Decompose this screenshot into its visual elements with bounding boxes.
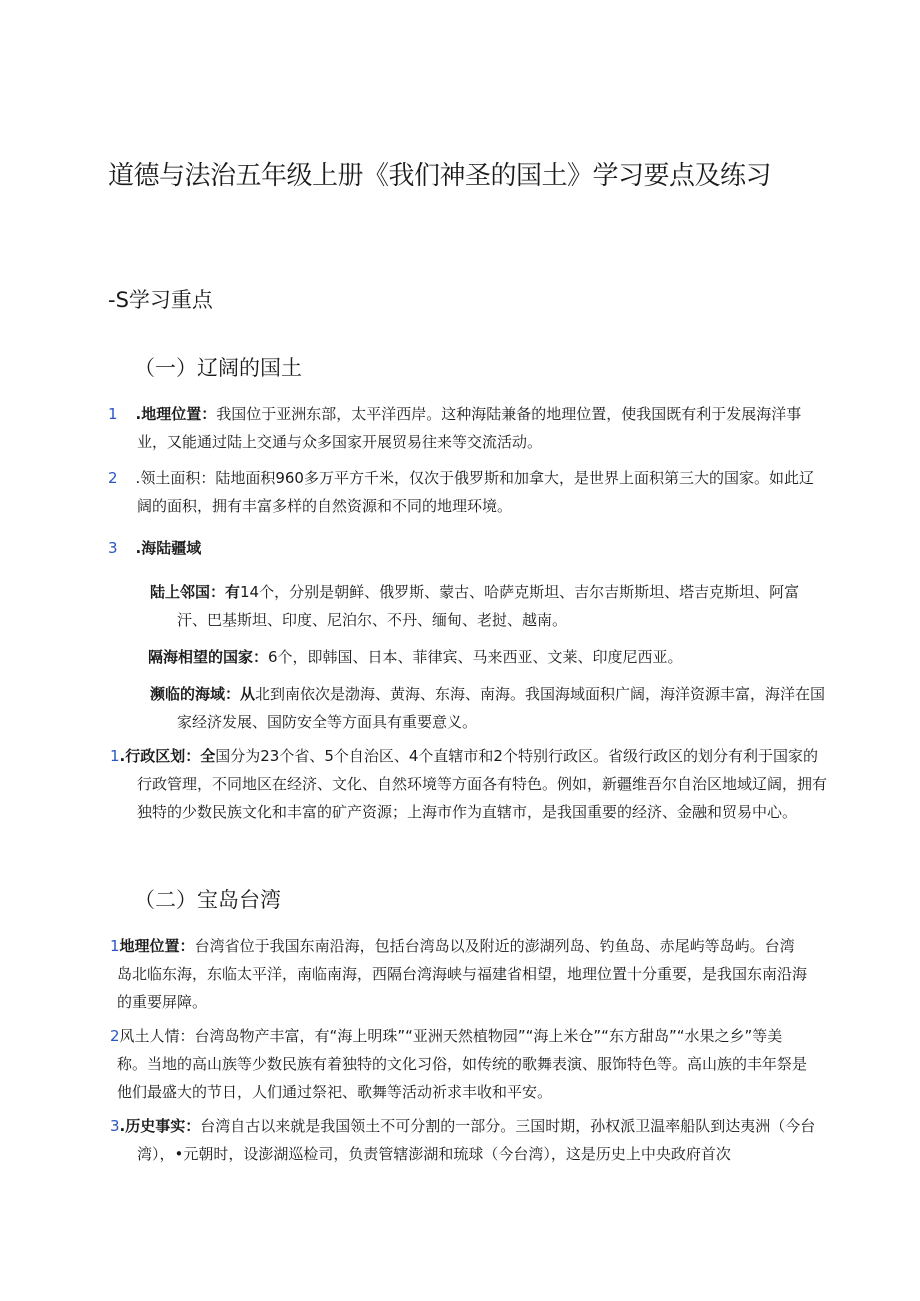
sea-neighbors (148, 643, 802, 671)
list-number: 2 (108, 469, 118, 487)
point-text: 国分为23个省、5个自治区、4个直辖市和2个特别行政区。省级行政区的划分有利于国家的行政管理，不同地区在经济、文化、自然环境等方面各有特色。例如，新疆维吾尔自治区地域辽阔，拥有独特的少数民族文化和丰富的矿产资源；上海市作为直辖市，是我国重要的经济、金融和贸易中心。 (137, 747, 828, 821)
subsection-heading-vast-territory: （一）辽阔的国土 (134, 356, 302, 380)
sea-neighbors-text: 6个，即韩国、日本、菲律宾、马来西亚、文莱、印度尼西亚。 (268, 648, 683, 666)
sea-neighbors-label: 隔海相望的国家： (148, 648, 269, 666)
list-number: 1 (110, 747, 120, 765)
taiwan-location (110, 932, 807, 1016)
list-number: 3 (108, 539, 118, 557)
list-number: 1 (110, 937, 120, 955)
land-neighbors (150, 578, 829, 634)
point-area (108, 464, 827, 520)
point-text: 台湾省位于我国东南沿海，包括台湾岛以及附近的澎湖列岛、钓鱼岛、赤尾屿等岛屿。台湾岛北临东海，东临太平洋，南临南海，西隔台湾海峡与福建省相望，地理位置十分重要，是我国东南沿海的重要屏障。 (117, 937, 808, 1011)
point-text: 领土面积：陆地面积960多万平方千米，仅次于俄罗斯和加拿大，是世界上面积第三大的国家。如此辽阔的面积，拥有丰富多样的自然资源和不同的地理环境。 (137, 469, 814, 515)
point-text: 我国位于亚洲东部，太平洋西岸。这种海陆兼备的地理位置，使我国既有利于发展海洋事业，又能通过陆上交通与众多国家开展贸易往来等交流活动。 (137, 405, 802, 451)
point-label: .行政区划：全 (119, 747, 216, 765)
list-number: 2 (110, 1027, 120, 1045)
bordering-seas-text: 北到南依次是渤海、黄海、东海、南海。我国海域面积广阔，海洋资源丰富，海洋在国家经济发展、国防安全等方面具有重要意义。 (177, 685, 826, 731)
point-location (108, 400, 827, 456)
land-neighbors-label: 陆上邻国：有 (150, 583, 241, 601)
point-label: .地理位置： (135, 405, 217, 423)
document-title: 道德与法治五年级上册《我们神圣的国土》学习要点及练习 (108, 161, 772, 191)
bordering-seas-label: 濒临的海域：从 (150, 685, 256, 703)
subsection-heading-taiwan: （二）宝岛台湾 (134, 888, 281, 912)
point-label: 地理位置： (119, 937, 195, 955)
section-heading-key-points: -S学习重点 (108, 288, 213, 312)
taiwan-customs (110, 1022, 807, 1106)
point-text: 台湾自古以来就是我国领土不可分割的一部分。三国时期，孙权派卫温率船队到达夷洲（今台湾），•元朝时，设澎湖巡检司，负责管辖澎湖和琉球（今台湾），这是历史上中央政府首次 (137, 1117, 816, 1163)
point-borders (108, 534, 201, 562)
point-text: 风土人情：台湾岛物产丰富，有“海上明珠”“亚洲天然植物园”“海上米仓”“东方甜岛”“水果之乡”等美称。当地的高山族等少数民族有着独特的文化习俗，如传统的歌舞表演、服饰特色等。高山族的丰年祭是他们最盛大的节日，人们通过祭祀、歌舞等活动祈求丰收和平安。 (117, 1027, 808, 1101)
list-number: 1 (108, 405, 118, 423)
point-label: .历史事实： (119, 1117, 201, 1135)
bordering-seas (150, 680, 829, 736)
land-neighbors-text: 14个，分别是朝鲜、俄罗斯、蒙古、哈萨克斯坦、吉尔吉斯斯坦、塔吉克斯坦、阿富汗、巴基斯坦、印度、尼泊尔、不丹、缅甸、老挝、越南。 (177, 583, 800, 629)
list-number: 3 (110, 1117, 120, 1135)
point-administrative-divisions (110, 742, 827, 826)
taiwan-history (110, 1112, 842, 1168)
point-label: . (135, 469, 141, 487)
point-label: .海陆疆域 (135, 539, 202, 557)
